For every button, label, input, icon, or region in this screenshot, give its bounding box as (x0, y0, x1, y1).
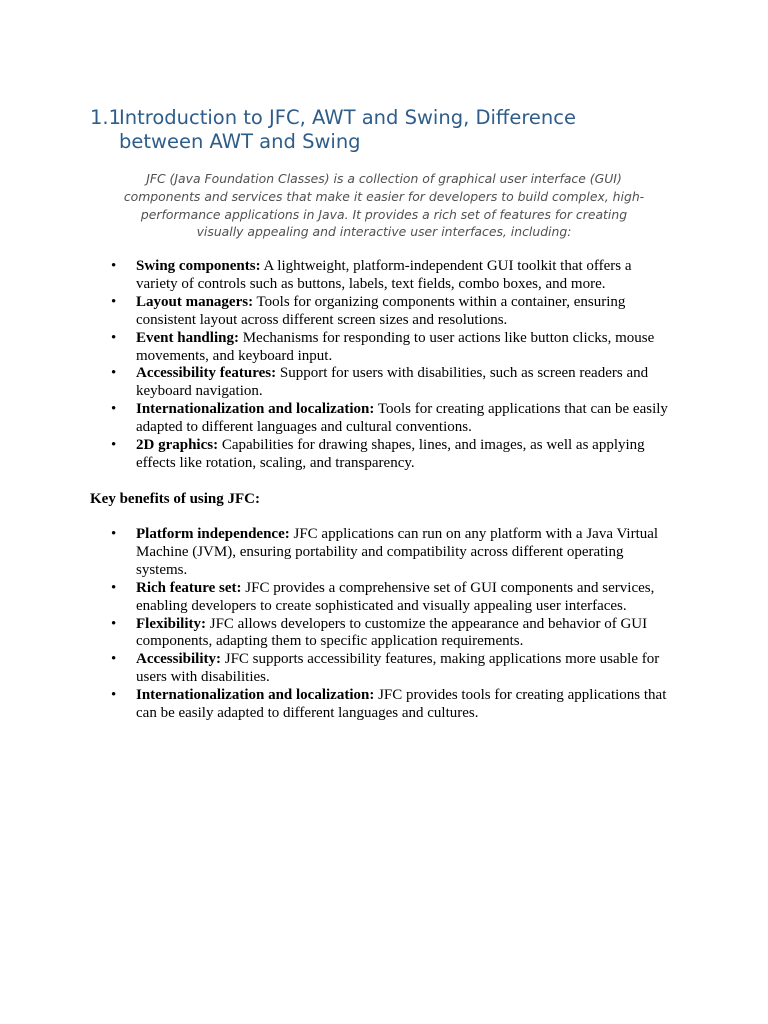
item-text: adapted to different languages and cultural conventions. (136, 419, 472, 436)
benefits-list (90, 526, 690, 723)
item-text: movements, and keyboard input. (136, 347, 333, 364)
list-item (90, 330, 690, 366)
item-text: Tools for creating applications that can be easily (374, 401, 668, 418)
item-text: variety of controls such as buttons, labels, text fields, combo boxes, and more. (136, 275, 606, 292)
bullet-icon: • (111, 615, 117, 632)
item-text: keyboard navigation. (136, 383, 263, 400)
item-text: Support for users with disabilities, such as screen readers and (276, 365, 649, 382)
bullet-icon: • (111, 401, 117, 418)
item-term: Event handling: (136, 329, 239, 346)
bullet-icon: • (111, 651, 117, 668)
list-item (90, 651, 690, 687)
item-text: JFC applications can run on any platform with a Java Virtual (289, 526, 659, 542)
item-term: Internationalization and localization: (136, 687, 375, 704)
list-item (90, 526, 690, 580)
list-item (90, 258, 690, 294)
intro-line: visually appealing and interactive user interfaces, including: (196, 224, 572, 240)
item-term: Rich feature set: (136, 579, 242, 596)
item-term: Flexibility: (136, 615, 206, 632)
item-text: effects like rotation, scaling, and transparency. (136, 454, 415, 471)
item-text: consistent layout across different screen sizes and resolutions. (136, 311, 508, 328)
item-text: can be easily adapted to different languages and cultures. (136, 705, 479, 722)
section-heading (90, 106, 650, 154)
bullet-icon: • (111, 526, 117, 542)
item-text: JFC provides a comprehensive set of GUI components and services, (241, 579, 655, 596)
item-text: Machine (JVM), ensuring portability and compatibility across different operating (136, 543, 624, 560)
bullet-icon: • (111, 579, 117, 596)
bullet-icon: • (111, 365, 117, 382)
list-item (90, 401, 690, 437)
intro-line: performance applications in Java. It provides a rich set of features for creating (140, 206, 628, 222)
item-term: Swing components: (136, 258, 261, 274)
item-term: 2D graphics: (136, 437, 219, 454)
item-term: Platform independence: (136, 526, 290, 542)
section-title-line-2: between AWT and Swing (119, 130, 361, 153)
item-text: Capabilities for drawing shapes, lines, and images, as well as applying (218, 437, 645, 454)
item-text: JFC provides tools for creating applications that (374, 687, 667, 704)
list-item (90, 294, 690, 330)
bullet-icon: • (111, 329, 117, 346)
item-text: JFC allows developers to customize the appearance and behavior of GUI (206, 615, 648, 632)
list-item (90, 437, 690, 473)
item-text: users with disabilities. (136, 669, 270, 686)
bullet-icon: • (111, 437, 117, 454)
list-item (90, 616, 690, 652)
item-term: Accessibility: (136, 651, 221, 668)
section-number: 1.1 (90, 106, 122, 129)
bullet-icon: • (111, 258, 117, 274)
item-term: Layout managers: (136, 293, 254, 310)
item-text: components, adapting them to specific application requirements. (136, 633, 524, 650)
list-item (90, 365, 690, 401)
item-text: Mechanisms for responding to user actions like button clicks, mouse (238, 329, 655, 346)
section-title-line-1: Introduction to JFC, AWT and Swing, Difference (119, 106, 576, 129)
item-text: enabling developers to create sophisticated and visually appealing user interfaces. (136, 597, 627, 614)
intro-line: components and services that make it easier for developers to build complex, high- (123, 188, 645, 204)
item-text: systems. (136, 561, 188, 578)
features-list (90, 258, 690, 473)
bullet-icon: • (111, 293, 117, 310)
item-text: Tools for organizing components within a container, ensuring (253, 293, 626, 310)
intro-paragraph (120, 170, 648, 241)
bullet-icon: • (111, 687, 117, 704)
item-text: JFC supports accessibility features, making applications more usable for (220, 651, 660, 668)
item-text: A lightweight, platform-independent GUI toolkit that offers a (260, 258, 632, 274)
list-item (90, 580, 690, 616)
list-item (90, 687, 690, 723)
item-term: Accessibility features: (136, 365, 277, 382)
item-term: Internationalization and localization: (136, 401, 375, 418)
benefits-heading: Key benefits of using JFC: (90, 491, 260, 507)
intro-line: JFC (Java Foundation Classes) is a collection of graphical user interface (GUI) (146, 171, 622, 186)
